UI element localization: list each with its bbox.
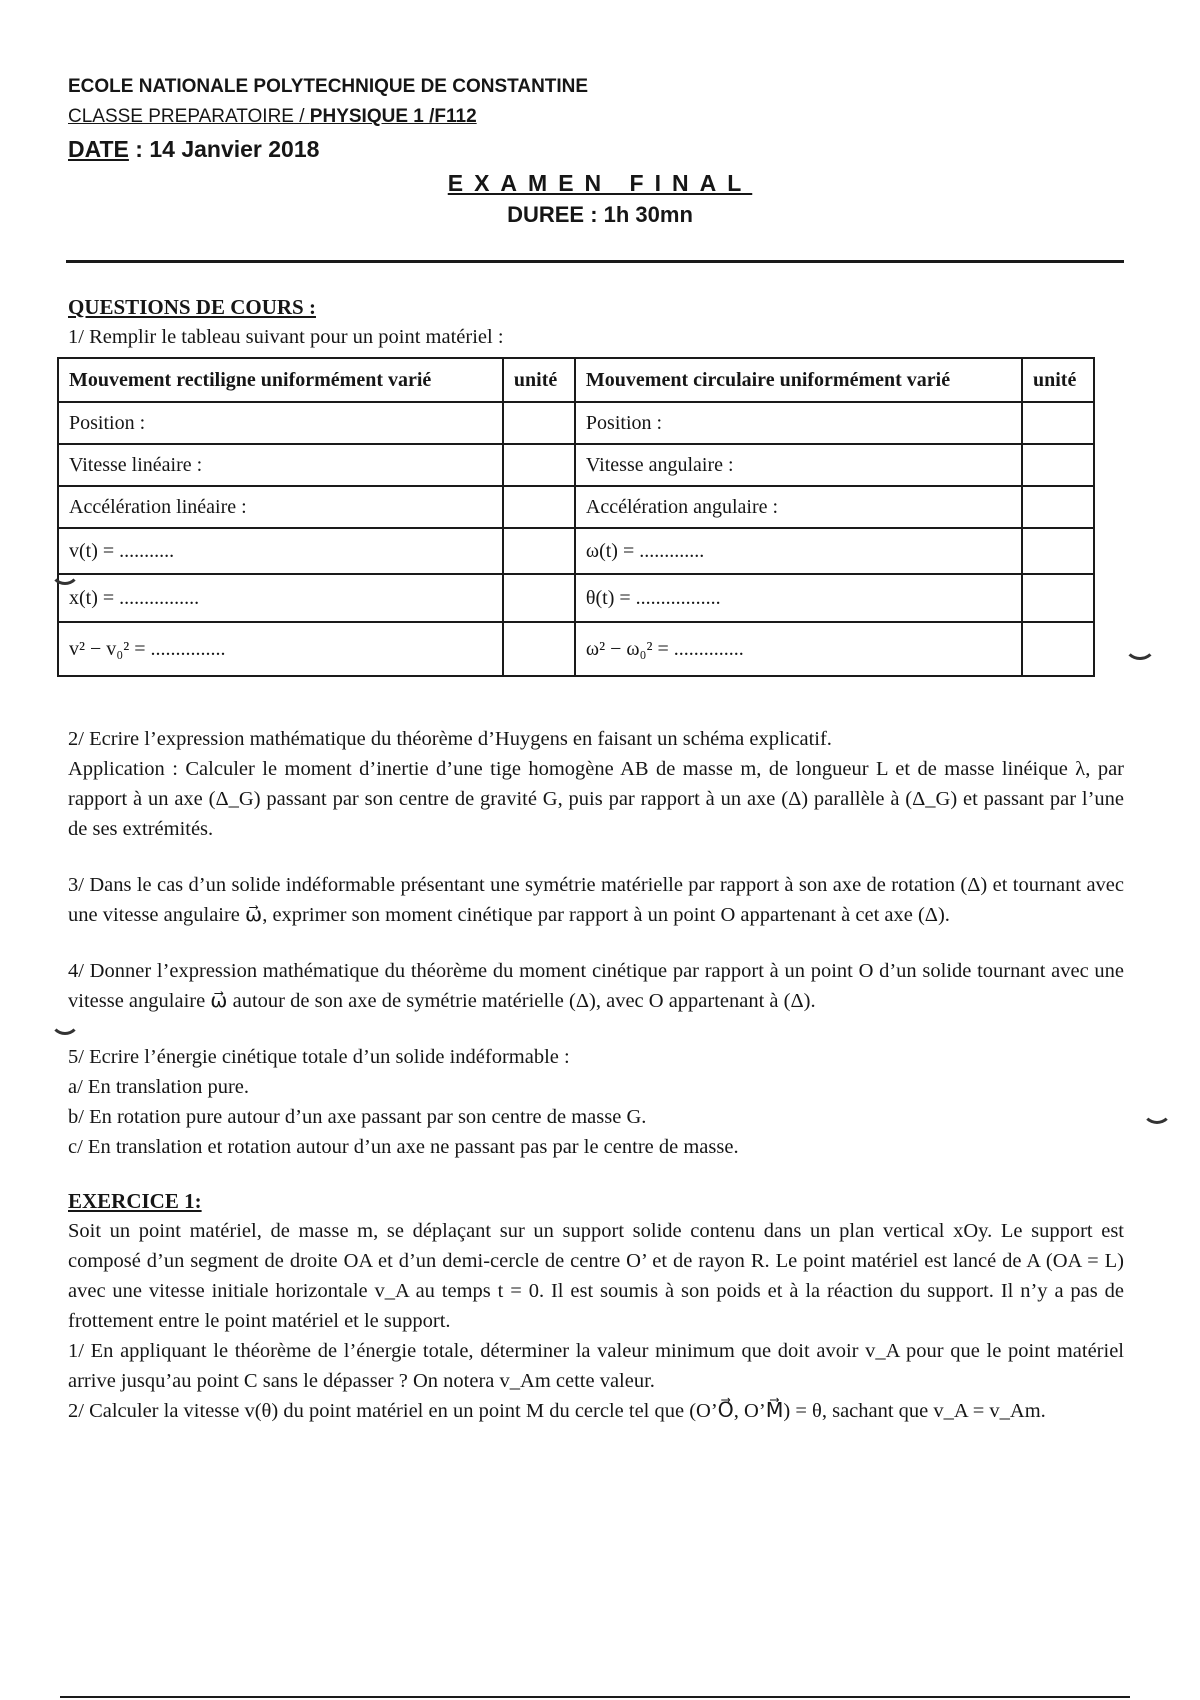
course-questions xyxy=(68,724,1124,1426)
quantity-cell: Vitesse linéaire : xyxy=(58,444,503,486)
table-header-cell: unité xyxy=(1022,358,1094,402)
quantity-cell: Vitesse angulaire : xyxy=(575,444,1022,486)
unit-cell xyxy=(503,444,575,486)
header-divider xyxy=(66,260,1124,263)
quantity-cell: x(t) = ................ xyxy=(58,574,503,622)
exercise1-intro: Soit un point matériel, de masse m, se déplaçant sur un support solide contenu dans un plan vertical xOy. Le support est composé d’un segment de droite OA et d’un demi-cercle de centre O’ et de rayon R. Le point matériel est lancé de A (OA = L) avec une vitesse initiale horizontale v_A au temps t = 0. Il est soumis à son poids et à la réaction du support. Il n’y a pas de frottement entre le point matériel et le support. xyxy=(68,1220,1124,1332)
table-row xyxy=(58,486,1094,528)
unit-cell xyxy=(1022,622,1094,676)
exercise1-q2: 2/ Calculer la vitesse v(θ) du point matériel en un point M du cercle tel que (O’O⃗, O’M⃗) = θ, sachant que v_A = v_Am. xyxy=(68,1400,1046,1422)
course-q2: 2/ Ecrire l’expression mathématique du théorème d’Huygens en faisant un schéma explicatif. xyxy=(68,728,832,750)
unit-cell xyxy=(1022,574,1094,622)
class-prefix: CLASSE PREPARATOIRE / xyxy=(68,106,310,127)
date-label: DATE xyxy=(68,136,129,162)
course-heading: QUESTIONS DE COURS : xyxy=(68,295,316,319)
class-line xyxy=(68,106,477,128)
unit-cell xyxy=(1022,444,1094,486)
quantity-cell: Accélération linéaire : xyxy=(58,486,503,528)
course-q5: 5/ Ecrire l’énergie cinétique totale d’un solide indéformable : xyxy=(68,1046,570,1068)
table-row xyxy=(58,402,1094,444)
course-q2-application: Application : Calculer le moment d’inertie d’une tige homogène AB de masse m, de longueur L et de masse linéique λ, par rapport à un axe (Δ_G) passant par son centre de gravité G, puis par rapport à un axe (Δ) parallèle à (Δ_G) et passant par l’une de ses extrémités. xyxy=(68,758,1124,840)
quantity-cell: θ(t) = ................. xyxy=(575,574,1022,622)
quantity-cell: Position : xyxy=(575,402,1022,444)
quantity-cell: ω(t) = ............. xyxy=(575,528,1022,574)
table-header-row xyxy=(58,358,1094,402)
unit-cell xyxy=(503,486,575,528)
exercise1-heading: EXERCICE 1: xyxy=(68,1189,202,1213)
date-value: : 14 Janvier 2018 xyxy=(128,136,320,162)
quantity-cell: Accélération angulaire : xyxy=(575,486,1022,528)
table-header-cell: unité xyxy=(503,358,575,402)
binder-hole-mark xyxy=(1142,1096,1172,1124)
exam-title: EXAMEN FINAL xyxy=(447,170,753,196)
course-q1: 1/ Remplir le tableau suivant pour un point matériel : xyxy=(68,326,504,348)
table-row xyxy=(58,528,1094,574)
course-q5b: b/ En rotation pure autour d’un axe passant par son centre de masse G. xyxy=(68,1106,647,1128)
course-intro xyxy=(68,292,1124,352)
table-row xyxy=(58,574,1094,622)
exercise1-q1: 1/ En appliquant le théorème de l’énergie totale, déterminer la valeur minimum que doit avoir v_A pour que le point matériel arrive jusqu’au point C sans le dépasser ? On notera v_Am cette valeur. xyxy=(68,1340,1124,1392)
quantity-cell: ω² − ω₀² = .............. xyxy=(575,622,1022,676)
class-subject: PHYSIQUE 1 /F112 xyxy=(309,106,477,127)
table-header-cell: Mouvement rectiligne uniformément varié xyxy=(58,358,503,402)
binder-hole-mark xyxy=(50,555,80,585)
table-header-cell: Mouvement circulaire uniformément varié xyxy=(575,358,1022,402)
quantity-cell: v² − v₀² = ............... xyxy=(58,622,503,676)
course-q5a: a/ En translation pure. xyxy=(68,1076,250,1098)
unit-cell xyxy=(1022,486,1094,528)
quantity-cell: Position : xyxy=(58,402,503,444)
unit-cell xyxy=(503,622,575,676)
table-row xyxy=(58,622,1094,676)
unit-cell xyxy=(503,528,575,574)
unit-cell xyxy=(503,574,575,622)
unit-cell xyxy=(1022,402,1094,444)
unit-cell xyxy=(1022,528,1094,574)
course-q4: 4/ Donner l’expression mathématique du théorème du moment cinétique par rapport à un point O d’un solide tournant avec une vitesse angulaire ω⃗ autour de son axe de symétrie matérielle (Δ), avec O appartenant à (Δ). xyxy=(68,960,1124,1012)
binder-hole-mark xyxy=(50,1005,80,1035)
binder-hole-mark xyxy=(1124,630,1156,660)
quantity-cell: v(t) = ........... xyxy=(58,528,503,574)
footer-divider xyxy=(60,1696,1130,1698)
exam-duration: DUREE : 1h 30mn xyxy=(507,202,693,227)
school-name: ECOLE NATIONALE POLYTECHNIQUE DE CONSTANTINE xyxy=(68,76,589,97)
motion-table xyxy=(57,357,1095,677)
course-q5c: c/ En translation et rotation autour d’un axe ne passant pas par le centre de masse. xyxy=(68,1136,739,1158)
course-q3: 3/ Dans le cas d’un solide indéformable présentant une symétrie matérielle par rapport à son axe de rotation (Δ) et tournant avec une vitesse angulaire ω⃗, exprimer son moment cinétique par rapport à un point O appartenant à cet axe (Δ). xyxy=(68,874,1124,926)
unit-cell xyxy=(503,402,575,444)
date-line xyxy=(68,136,319,163)
table-row xyxy=(58,444,1094,486)
